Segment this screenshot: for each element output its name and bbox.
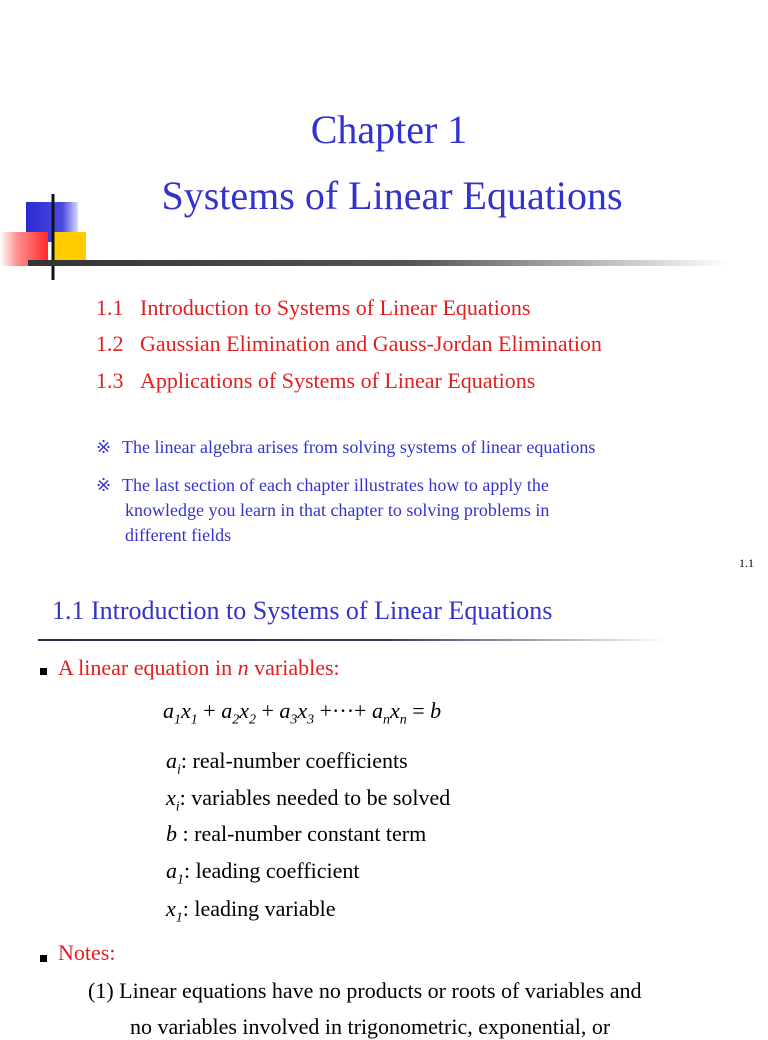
note-last-section: ※ The last section of each chapter illustrates how to apply the knowledge you learn in that chapter to solving problems in different fields bbox=[96, 475, 550, 545]
note-1-line-1: (1) Linear equations have no products or roots of variables and bbox=[88, 978, 642, 1003]
page-number: 1.1 bbox=[739, 556, 754, 570]
bullet-icon bbox=[40, 955, 47, 962]
definition-leading-variable: $x_1$: leading variable bbox=[166, 896, 336, 926]
title-divider bbox=[28, 260, 728, 266]
linear-equation-formula: $a_1x_1 + a_2x_2 + a_3x_3$ +···+ $a_nx_n = b$ bbox=[163, 698, 442, 728]
reference-mark-icon: ※ bbox=[96, 475, 112, 495]
section-divider bbox=[38, 639, 668, 641]
section-title: 1.1 Introduction to Systems of Linear Equations bbox=[52, 596, 553, 625]
bullet-notes: Notes: bbox=[58, 940, 116, 965]
toc-item-1-3[interactable]: 1.3 Applications of Systems of Linear Equations bbox=[96, 368, 536, 393]
definition-leading-coefficient: $a_1$: leading coefficient bbox=[166, 858, 360, 888]
decorative-squares-icon bbox=[0, 190, 100, 290]
chapter-title: Chapter 1 bbox=[310, 107, 468, 152]
note-linear-algebra: ※ The linear algebra arises from solving systems of linear equations bbox=[96, 435, 595, 460]
bullet-linear-equation: A linear equation in n variables: bbox=[58, 655, 340, 680]
definition-variables: $x_i$: variables needed to be solved bbox=[166, 785, 451, 815]
bullet-icon bbox=[40, 668, 47, 675]
definition-constant-term: b : real-number constant term bbox=[166, 821, 427, 846]
toc-item-1-1[interactable]: 1.1 Introduction to Systems of Linear Equations bbox=[96, 295, 531, 320]
toc-item-1-2[interactable]: 1.2 Gaussian Elimination and Gauss-Jordan Elimination bbox=[96, 331, 602, 356]
reference-mark-icon: ※ bbox=[96, 437, 112, 457]
definition-coefficients: $a_i$: real-number coefficients bbox=[166, 748, 408, 778]
note-1-line-2: no variables involved in trigonometric, exponential, or bbox=[130, 1014, 611, 1039]
chapter-subtitle: Systems of Linear Equations bbox=[161, 173, 623, 218]
